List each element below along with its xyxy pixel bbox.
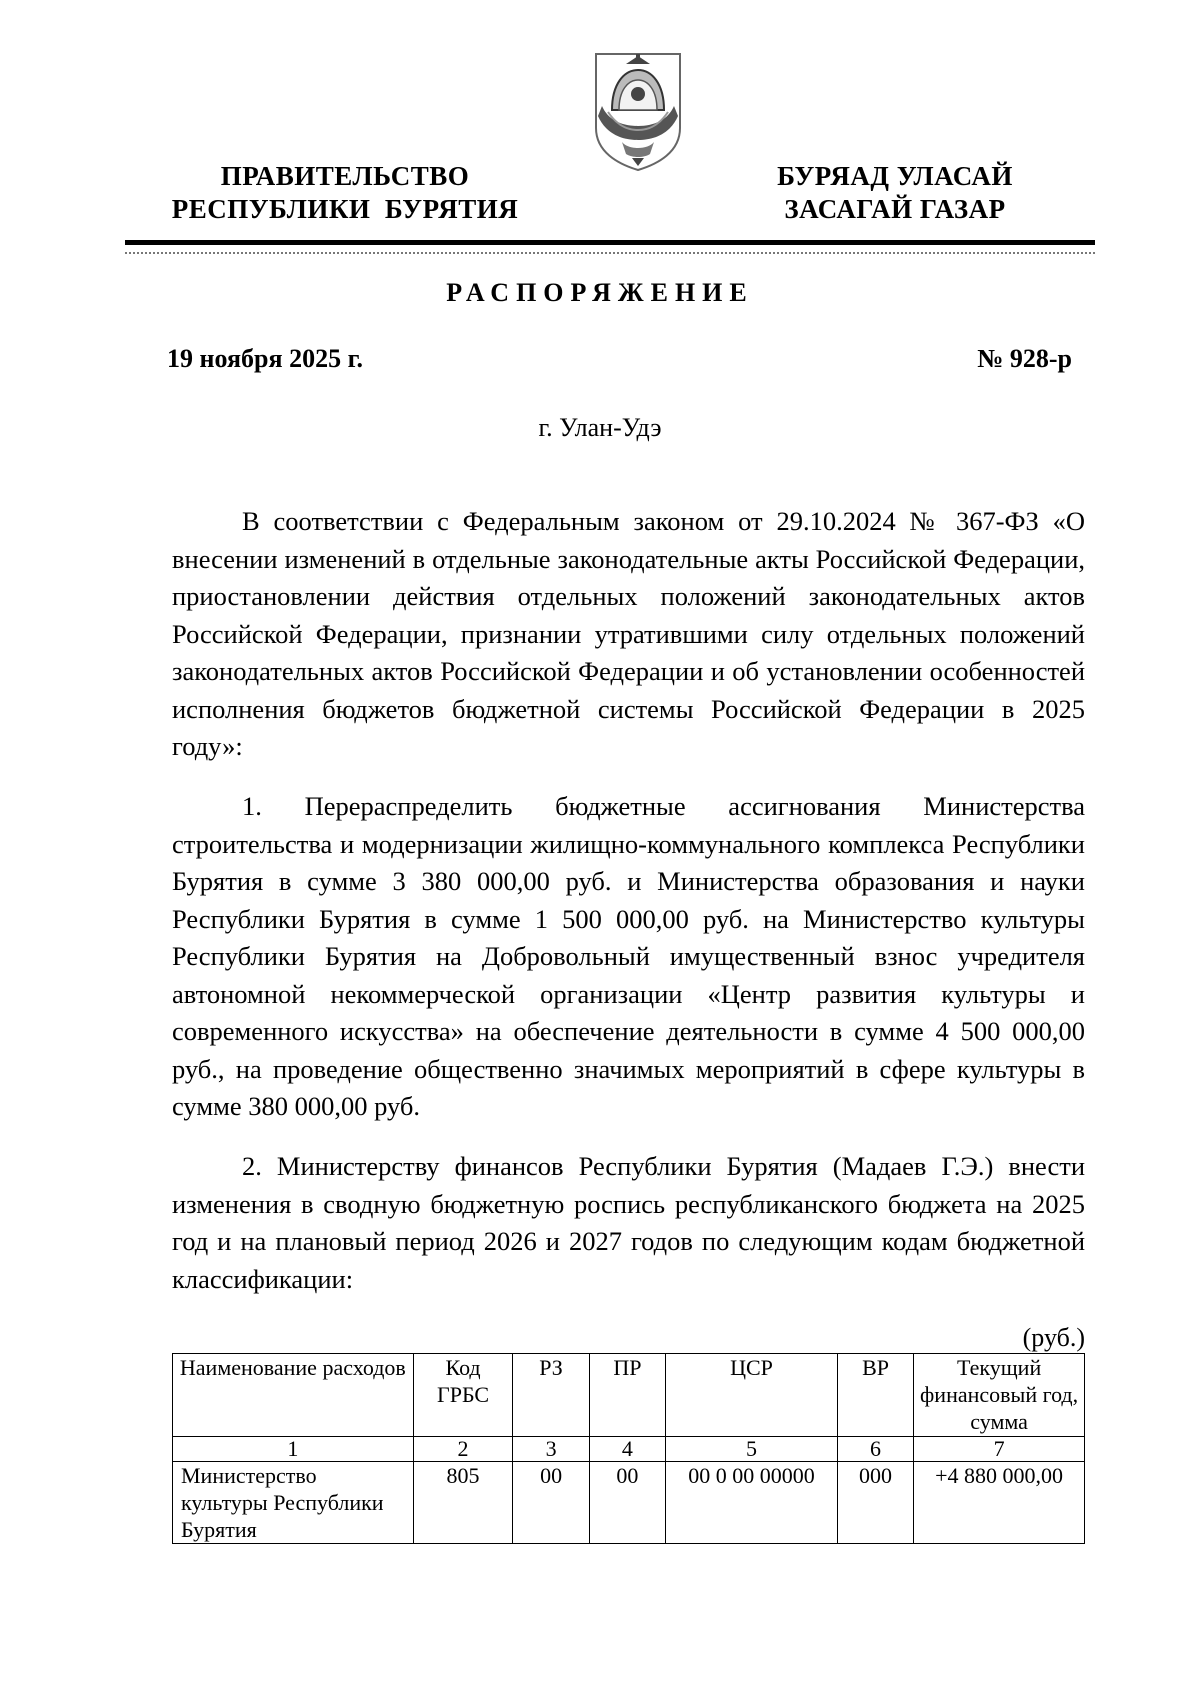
header-divider-thick — [125, 240, 1095, 245]
row-grbs: 805 — [413, 1462, 513, 1544]
column-number: 1 — [173, 1437, 414, 1462]
row-sum: +4 880 000,00 — [914, 1462, 1085, 1544]
header-vr: ВР — [837, 1354, 913, 1437]
column-number: 2 — [413, 1437, 513, 1462]
row-csr: 00 0 00 00000 — [666, 1462, 838, 1544]
column-number: 3 — [513, 1437, 589, 1462]
header-grbs: Код ГРБС — [413, 1354, 513, 1437]
government-name-russian — [150, 160, 540, 226]
table-row — [173, 1462, 1085, 1544]
coat-of-arms-icon — [592, 50, 684, 172]
header-divider-thin — [125, 252, 1095, 254]
table-header-row — [173, 1354, 1085, 1437]
document-date: 19 ноября 2025 г. — [167, 344, 363, 373]
header-pr: ПР — [589, 1354, 665, 1437]
gov-russian-line-2: РЕСПУБЛИКИ БУРЯТИЯ — [171, 194, 519, 224]
gov-buryat-line-1: БУРЯАД УЛАСАЙ — [777, 161, 1013, 191]
column-number: 6 — [837, 1437, 913, 1462]
document-title: РАСПОРЯЖЕНИЕ — [446, 278, 754, 307]
document-city: г. Улан-Удэ — [538, 413, 662, 442]
document-number: № 928-р — [977, 344, 1072, 373]
table-column-number-row — [173, 1437, 1085, 1462]
budget-classification-table — [172, 1353, 1085, 1544]
gov-buryat-line-2: ЗАСАГАЙ ГАЗАР — [784, 194, 1006, 224]
government-name-buryat — [730, 160, 1060, 226]
header-rz: РЗ — [513, 1354, 589, 1437]
column-number: 5 — [666, 1437, 838, 1462]
row-rz: 00 — [513, 1462, 589, 1544]
row-pr: 00 — [589, 1462, 665, 1544]
clause-1-paragraph: 1. Перераспределить бюджетные ассигнования Министерства строительства и модернизации жилищно-коммунального комплекса Республики Бурятия в сумме 3 380 000,00 руб. и Министерства образования и науки Республики Бурятия в сумме 1 500 000,00 руб. на Министерство культуры Республики Бурятия на Добровольный имущественный взнос учредителя автономной некоммерческой организации «Центр развития культуры и современного искусства» на обеспечение деятельности в сумме 4 500 000,00 руб., на проведение общественно значимых мероприятий в сфере культуры в сумме 380 000,00 руб. — [172, 791, 1085, 1121]
currency-unit-label: (руб.) — [1022, 1323, 1085, 1352]
column-number: 7 — [914, 1437, 1085, 1462]
gov-russian-line-1: ПРАВИТЕЛЬСТВО — [220, 161, 470, 191]
row-name: Министерство культуры Республики Бурятия — [173, 1462, 414, 1544]
preamble-paragraph: В соответствии с Федеральным законом от 29.10.2024 № 367-ФЗ «О внесении изменений в отдельные законодательные акты Российской Федерации, приостановлении действия отдельных положений законодательных актов Российской Федерации, признании утратившими силу отдельных положений законодательных актов Российской Федерации и об установлении особенностей исполнения бюджетов бюджетной системы Российской Федерации в 2025 году»: — [172, 506, 1085, 761]
header-csr: ЦСР — [666, 1354, 838, 1437]
column-number: 4 — [589, 1437, 665, 1462]
header-sum: Текущий финансовый год, сумма — [914, 1354, 1085, 1437]
header-name: Наименование расходов — [173, 1354, 414, 1437]
row-vr: 000 — [837, 1462, 913, 1544]
clause-2-paragraph: 2. Министерству финансов Республики Бурятия (Мадаев Г.Э.) внести изменения в сводную бюджетную роспись республиканского бюджета на 2025 год и на плановый период 2026 и 2027 годов по следующим кодам бюджетной классификации: — [172, 1151, 1085, 1294]
